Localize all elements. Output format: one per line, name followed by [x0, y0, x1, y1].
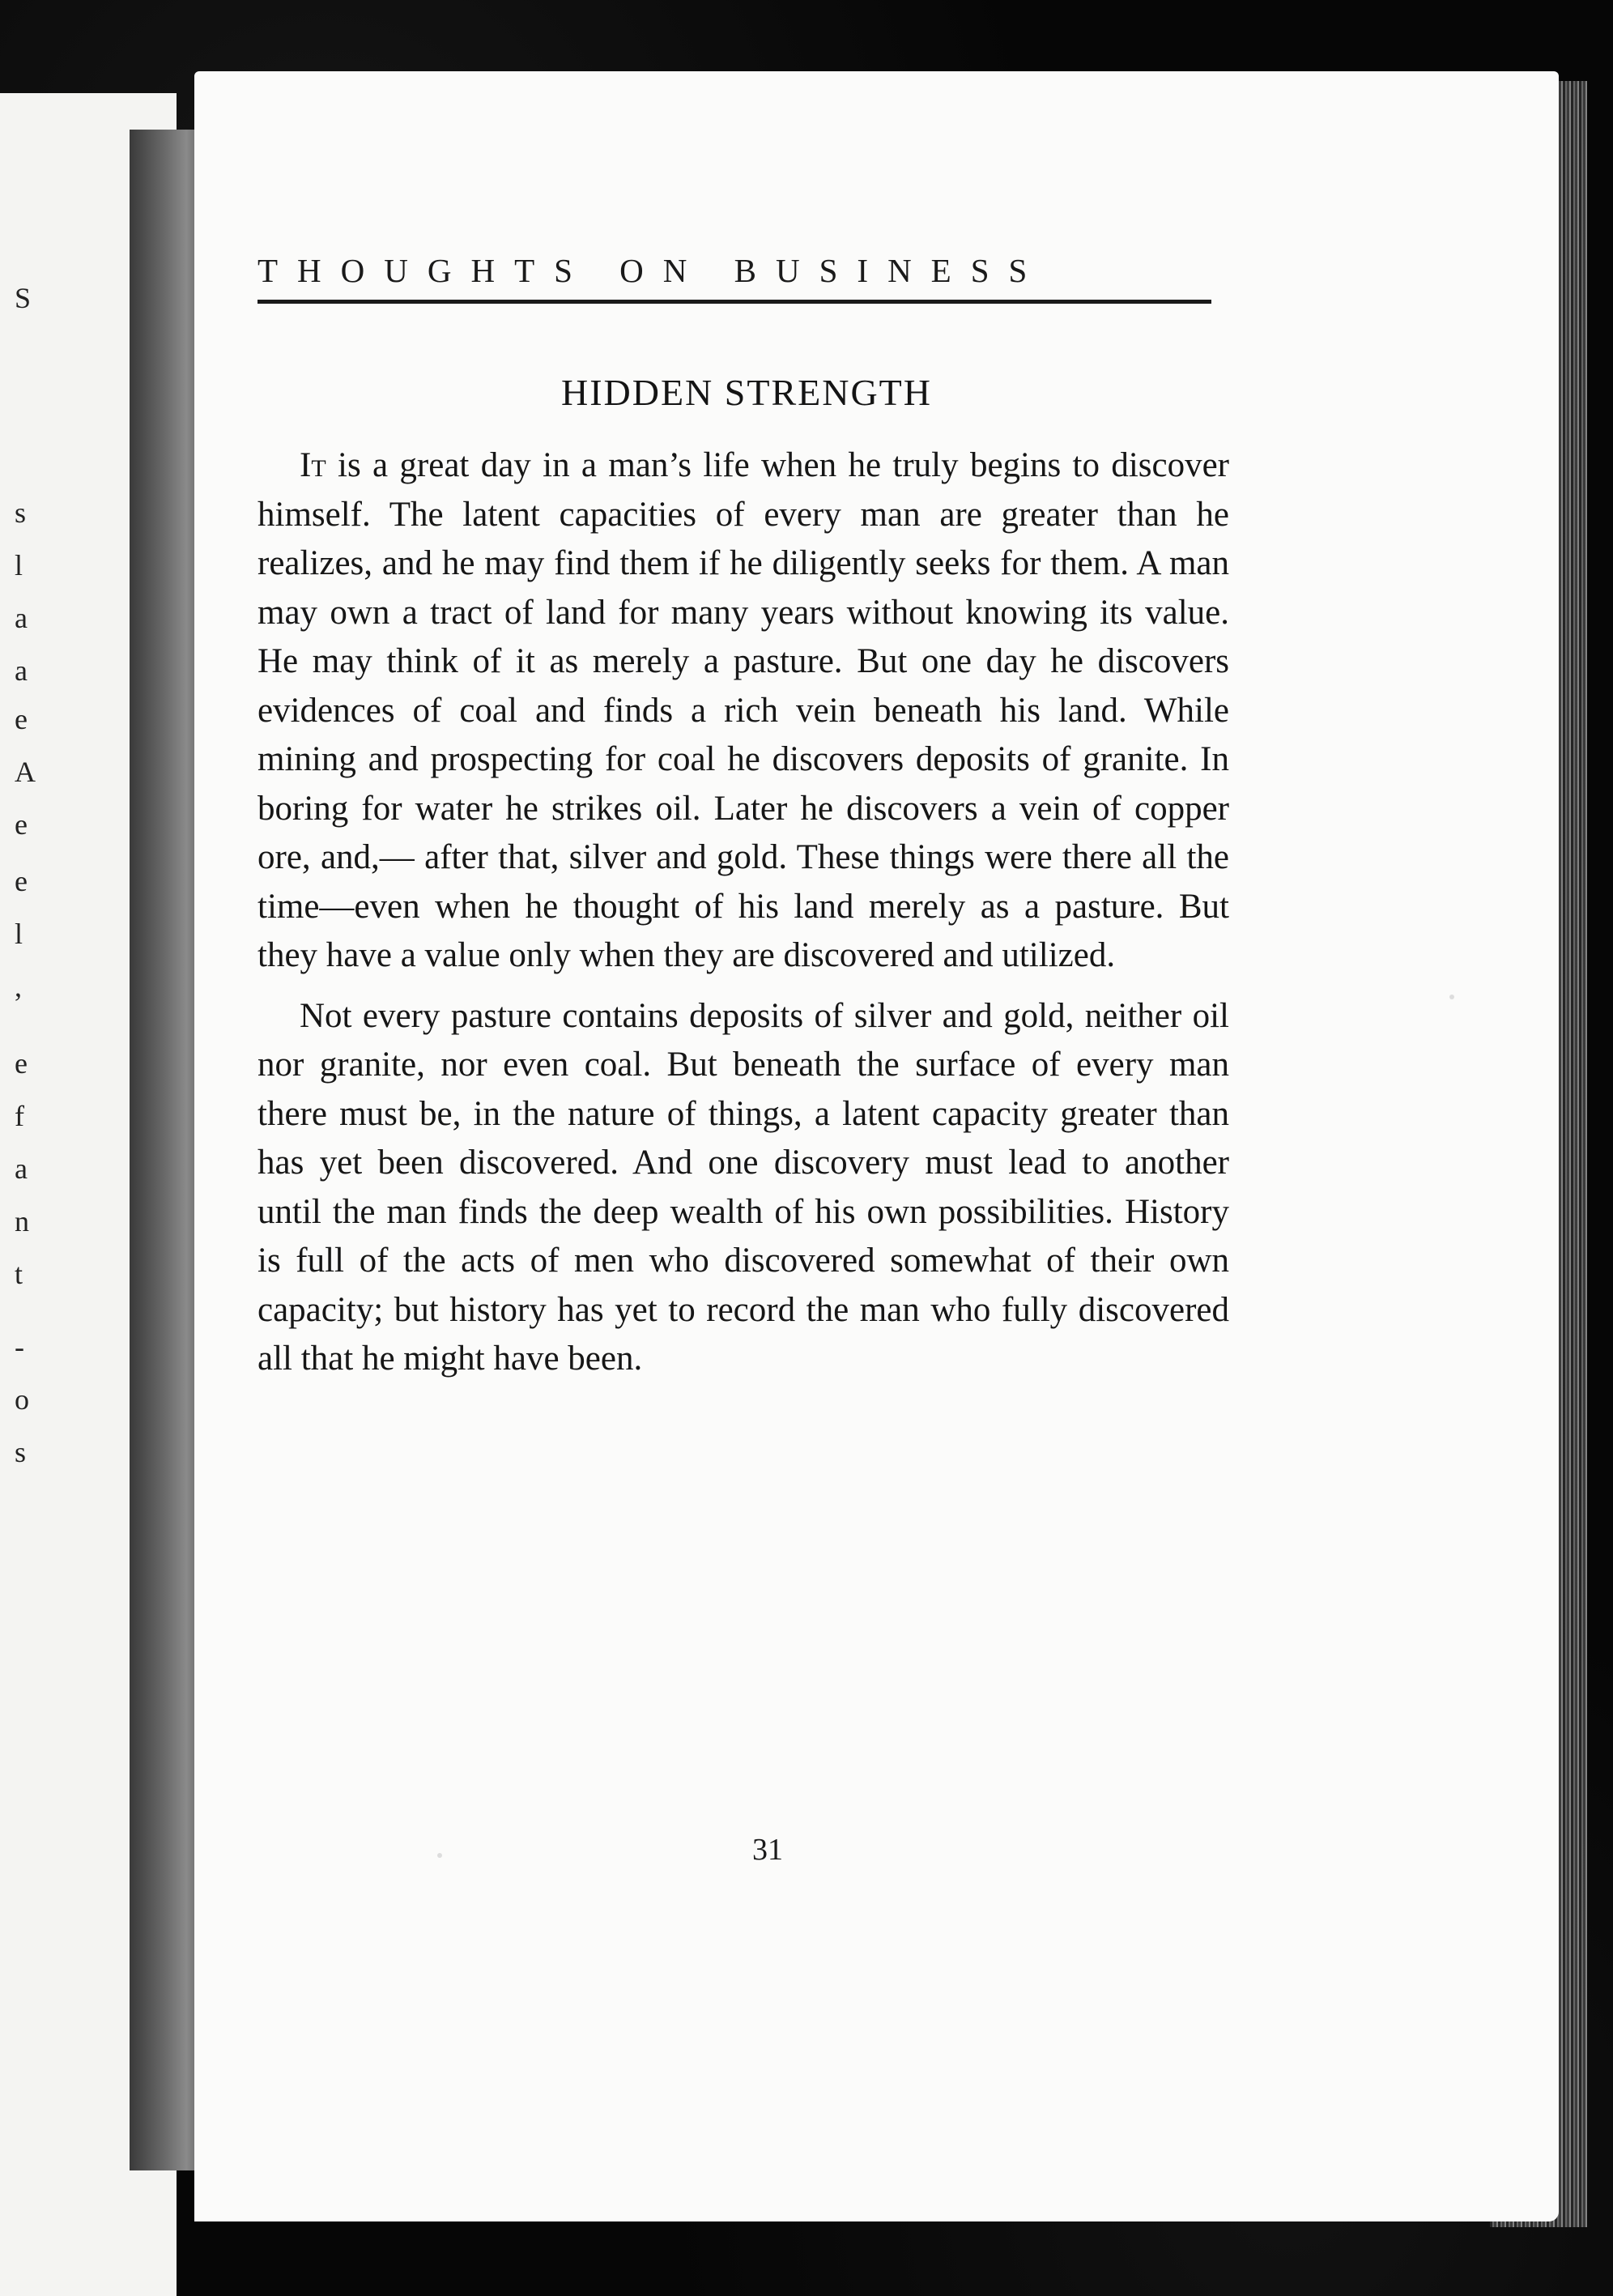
left-page-text-fragments — [15, 93, 63, 2296]
left-page-fragment: A — [15, 756, 36, 788]
paragraph-1 — [257, 441, 1229, 981]
left-page-fragment: o — [15, 1383, 29, 1416]
paper-speck — [1449, 995, 1454, 999]
left-page-fragment: l — [15, 549, 23, 581]
body-text — [257, 441, 1229, 1384]
left-page-fragment: e — [15, 703, 28, 735]
left-page-fragment: a — [15, 1152, 28, 1185]
paragraph-1-lead: It — [300, 446, 326, 484]
left-page-fragment: e — [15, 1047, 28, 1080]
left-page-fragment: e — [15, 865, 28, 897]
left-page-fragment: f — [15, 1100, 24, 1132]
left-page-fragment: S — [15, 282, 32, 314]
left-page-fragment: s — [15, 496, 27, 529]
left-page-fragment: s — [15, 1436, 27, 1468]
left-page-fragment: a — [15, 654, 28, 687]
left-page-fragment: t — [15, 1258, 23, 1290]
left-page-fragment: n — [15, 1205, 29, 1237]
left-page-fragment: , — [15, 970, 22, 1003]
running-head: THOUGHTS ON BUSINESS — [257, 252, 1047, 289]
header-rule — [257, 300, 1211, 304]
section-title: HIDDEN STRENGTH — [560, 372, 932, 413]
left-page-fragment: - — [15, 1331, 24, 1363]
left-page-fragment: l — [15, 918, 23, 950]
left-page-fragment: e — [15, 808, 28, 841]
paragraph-2 — [257, 992, 1229, 1384]
page-number: 31 — [752, 1833, 783, 1867]
paragraph-1-text: is a great day in a man’s life when he truly begins to discover himself. The latent capacities of every man are greater than he realizes, and he may find them if he diligently seeks for them. A man may own a tract of land for many years without knowing its value. He may think of it as merely a pasture. But one day he discovers evidences of coal and finds a rich vein beneath his land. While mining and prospecting for coal he discovers deposits of granite. In boring for water he strikes oil. Later he discovers a vein of copper ore, and,— after that, silver and gold. These things were there all the time—even when he thought of his land merely as a pasture. But they have a value only when they are discovered and utilized. — [257, 446, 1229, 974]
left-page-fragment: a — [15, 602, 28, 634]
paragraph-2-text: Not every pasture contains deposits of silver and gold, neither oil nor granite, nor even coal. But beneath the surface of every man there must be, in the nature of things, a latent capacity greater than has yet been discovered. And one discovery must lead to another until the man finds the deep wealth of his own possibilities. History is full of the acts of men who discovered somewhat of their own capacity; but history has yet to record the man who fully discovered all that he might have been. — [257, 996, 1229, 1378]
paper-speck — [437, 1853, 442, 1858]
